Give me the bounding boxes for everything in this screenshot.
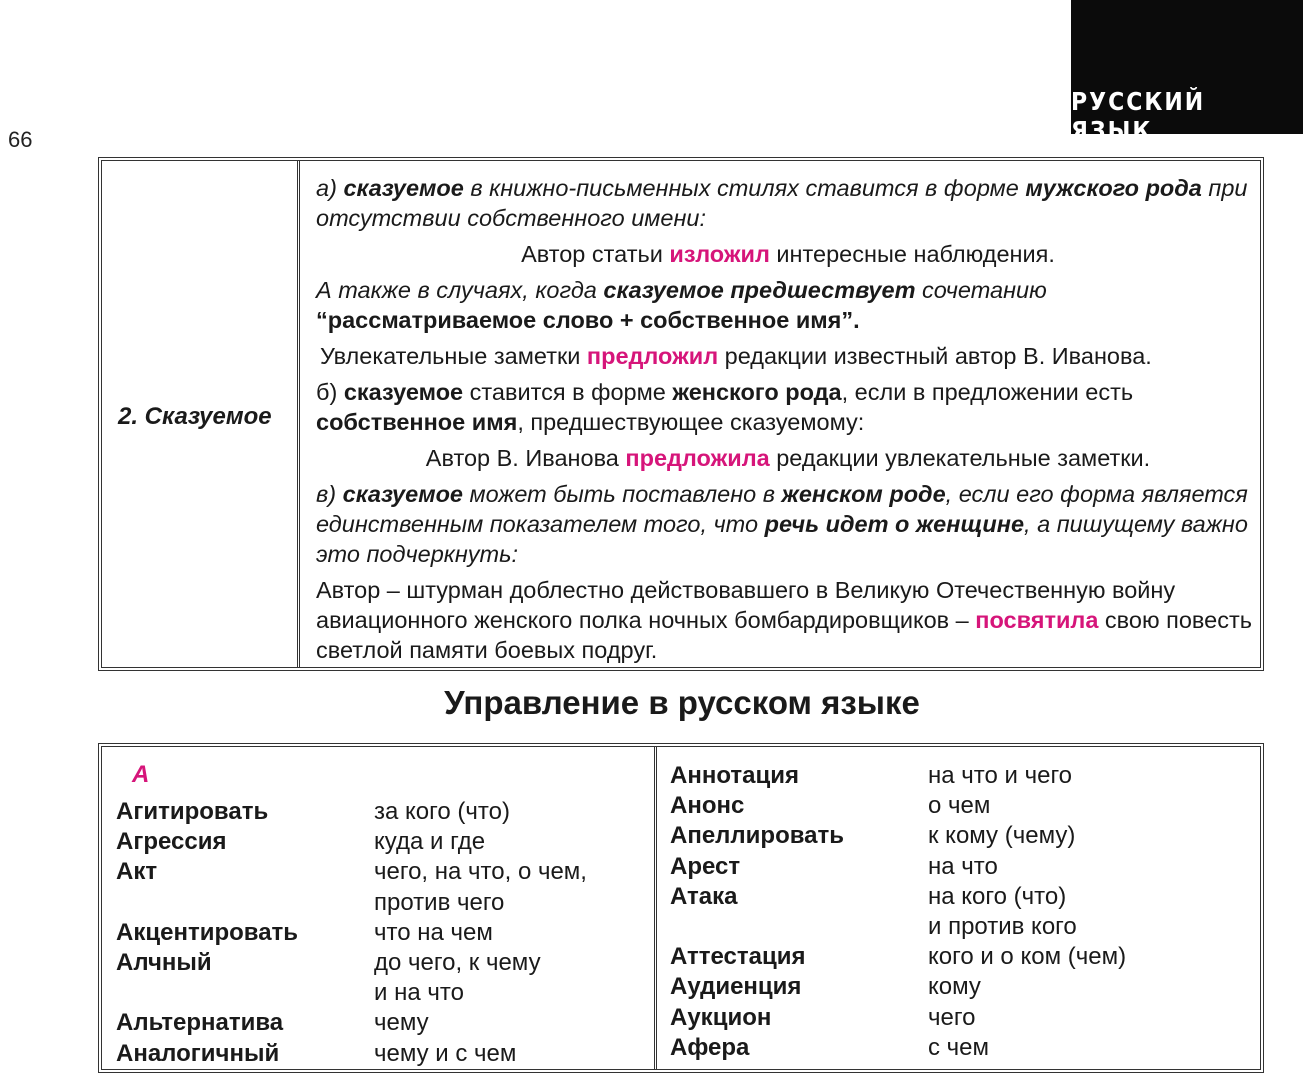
page-number: 66 — [8, 127, 33, 152]
letter-heading: А — [132, 761, 150, 788]
entry-row — [116, 948, 646, 1008]
entry-word: Апеллировать — [670, 822, 845, 850]
column-divider — [654, 747, 658, 1069]
entry-row — [670, 942, 1250, 972]
entry-row — [670, 972, 1250, 1002]
entry-government: чего — [928, 1003, 976, 1031]
entry-row — [116, 857, 646, 917]
entry-row — [116, 1008, 646, 1038]
entry-word: Аттестация — [670, 943, 806, 971]
entry-word: Афера — [670, 1033, 750, 1061]
entry-government: на что и чего — [928, 762, 1073, 789]
left-entries-list — [116, 797, 646, 1069]
government-table — [98, 743, 1264, 1073]
entry-word: Алчный — [116, 949, 212, 977]
highlighted-verb: предложил — [586, 343, 719, 369]
term-label: 2. Сказуемое — [118, 403, 272, 430]
rule-cell — [316, 173, 1260, 671]
entry-row — [670, 1003, 1250, 1033]
header-subject-box — [1071, 0, 1303, 146]
example-also: Увлекательные заметки предложил редакции известный автор В. Иванова. — [320, 343, 1152, 369]
term-cell — [102, 161, 300, 667]
entry-word: Анонс — [670, 792, 745, 820]
entry-word: Аналогичный — [116, 1039, 280, 1067]
entry-government: чему и с чем — [374, 1039, 517, 1067]
entry-word: Акцентировать — [116, 918, 299, 946]
predicate-rule-table — [98, 157, 1264, 671]
entry-word: Арест — [670, 852, 741, 880]
highlighted-verb: предложила — [625, 445, 770, 471]
entry-word: Агрессия — [116, 828, 227, 856]
entry-word: Агитировать — [116, 798, 269, 825]
entry-row — [670, 852, 1250, 882]
highlighted-verb: изложил — [669, 241, 770, 267]
example-b: Автор В. Иванова предложила редакции увлекательные заметки. — [425, 445, 1151, 471]
entry-government: чего, на что, о чем, против чего — [374, 858, 587, 916]
entry-government: к кому (чему) — [928, 822, 1076, 850]
entry-government: до чего, к чему и на что — [374, 949, 541, 1007]
entry-row — [670, 761, 1250, 791]
entry-government: что на чем — [374, 918, 493, 946]
entry-word: Атака — [670, 882, 738, 910]
highlighted-verb: посвятила — [975, 607, 1099, 633]
entry-row — [670, 1033, 1250, 1063]
entry-row — [670, 821, 1250, 851]
entry-row — [670, 791, 1250, 821]
example-c: Автор – штурман доблестно действовавшего в Великую Отечественную войну авиационного женского полка ночных бомбардировщиков – посвятила свою повесть светлой памяти боевых подруг. — [316, 577, 1252, 663]
entry-word: Аукцион — [670, 1003, 772, 1031]
rule-also: А также в случаях, когда сказуемое предшествует сочетанию “рассматриваемое слово + собственное имя”. — [316, 277, 1047, 333]
entry-government: с чем — [928, 1033, 990, 1061]
header-subject-title: РУССКИЙ ЯЗЫК — [1071, 88, 1206, 146]
entry-government: на кого (что) и против кого — [928, 882, 1077, 941]
rule-c: в) сказуемое может быть поставлено в женском роде, если его форма является единственным показателем того, что речь идет о женщине, а пишущему важно это подчеркнуть: — [316, 481, 1248, 567]
entry-government: кого и о ком (чем) — [928, 943, 1127, 971]
entry-row — [116, 797, 646, 827]
entry-word: Акт — [116, 858, 158, 886]
rule-a: а) сказуемое в книжно-письменных стилях ставится в форме мужского рода при отсутствии собственного имени: — [316, 175, 1248, 231]
right-entries-list — [670, 761, 1250, 1063]
example-a: Автор статьи изложил интересные наблюдения. — [521, 241, 1055, 267]
entry-government: кому — [928, 973, 981, 1001]
entry-government: куда и где — [374, 828, 486, 856]
entry-word: Альтернатива — [116, 1009, 284, 1037]
section-title: Управление в русском языке — [444, 684, 920, 721]
entry-row — [670, 882, 1250, 942]
entry-word: Аннотация — [670, 762, 799, 789]
entry-word: Аудиенция — [670, 973, 802, 1001]
entry-government: о чем — [928, 792, 991, 820]
entry-government: за кого (что) — [374, 798, 510, 825]
entry-government: чему — [374, 1009, 429, 1037]
entry-government: на что — [928, 852, 998, 880]
rule-b: б) сказуемое ставится в форме женского рода, если в предложении есть собственное имя, предшествующее сказуемому: — [316, 379, 1134, 435]
entry-row — [116, 918, 646, 948]
entry-row — [116, 1039, 646, 1069]
entry-row — [116, 827, 646, 857]
